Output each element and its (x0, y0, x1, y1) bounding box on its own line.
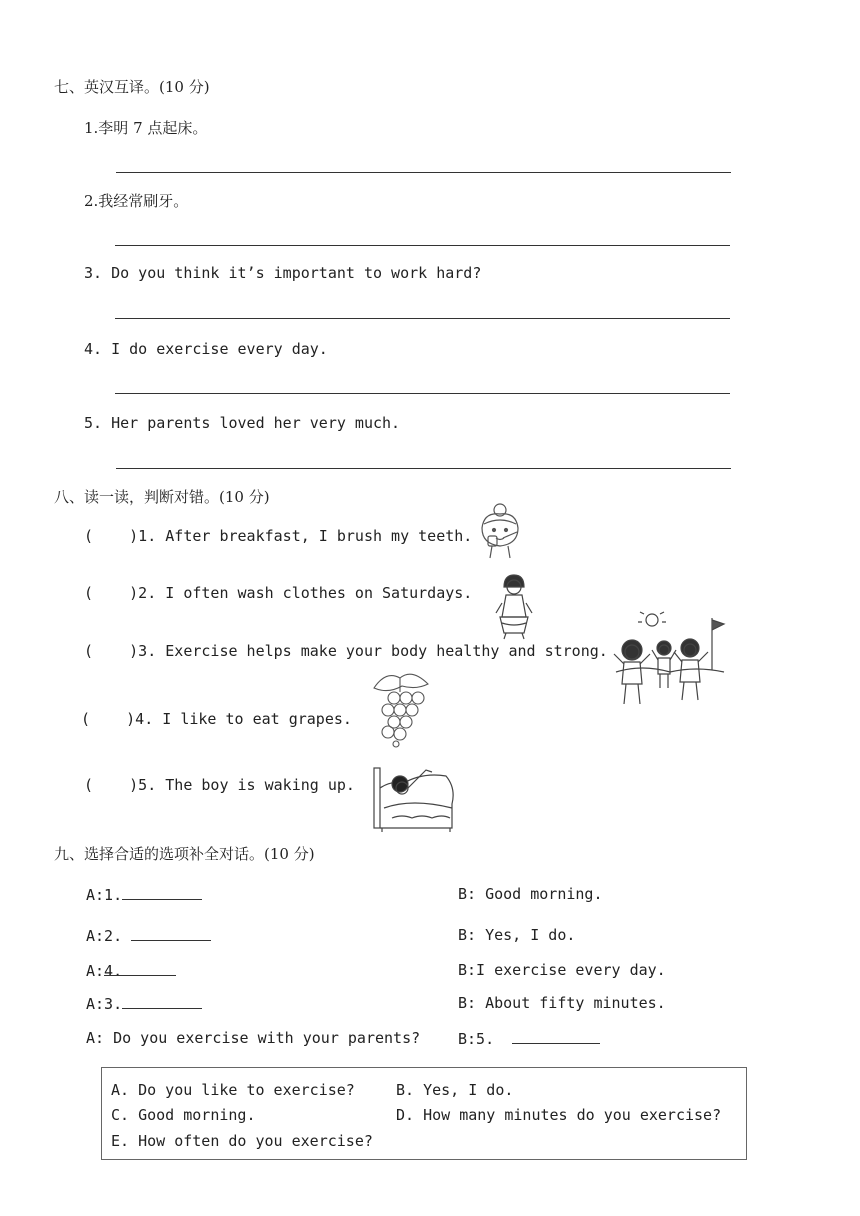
judge-item-5: ( )5. The boy is waking up. (84, 776, 355, 794)
answer-line-5[interactable] (116, 468, 731, 469)
dialogue-a-2-label: A:2. (86, 927, 123, 945)
dialogue-a-3 (86, 961, 176, 980)
judge-item-2: ( )2. I often wash clothes on Saturdays. (84, 584, 473, 602)
dialogue-b-3: B:I exercise every day. (458, 961, 666, 979)
answer-line-4[interactable] (115, 393, 730, 394)
answer-line-2[interactable] (115, 245, 730, 246)
dialogue-a-1 (86, 885, 202, 904)
dialogue-a-4 (86, 994, 202, 1013)
dialogue-a-3-label: A:4. (86, 962, 123, 980)
translation-item-3: 3. Do you think it’s important to work hard? (84, 264, 482, 282)
dialogue-b-4: B: About fifty minutes. (458, 994, 666, 1012)
section-8-heading: 八、读一读，判断对错。(10 分) (54, 488, 270, 506)
answer-line-1[interactable] (116, 172, 731, 173)
answer-line-3[interactable] (115, 318, 730, 319)
dialogue-b-5 (458, 1029, 600, 1048)
kids-exercising-picture (612, 610, 728, 710)
girl-brushing-teeth-picture (470, 500, 528, 560)
dialogue-b-1: B: Good morning. (458, 885, 603, 903)
dialogue-a-2 (86, 926, 211, 945)
judge-item-4: ( )4. I like to eat grapes. (81, 710, 352, 728)
dialogue-b-5-label: B:5. (458, 1030, 495, 1048)
option-e: E. How often do you exercise? (111, 1132, 373, 1150)
blank-5[interactable] (512, 1029, 600, 1044)
judge-item-1: ( )1. After breakfast, I brush my teeth. (84, 527, 473, 545)
translation-item-4: 4. I do exercise every day. (84, 340, 328, 358)
option-c: C. Good morning. (111, 1106, 256, 1124)
boy-waking-up-picture (372, 758, 458, 834)
option-b: B. Yes, I do. (396, 1081, 514, 1099)
blank-4[interactable] (122, 994, 202, 1009)
section-7-heading: 七、英汉互译。(10 分) (54, 78, 210, 96)
option-a: A. Do you like to exercise? (111, 1081, 355, 1099)
dialogue-b-2: B: Yes, I do. (458, 926, 576, 944)
translation-item-2: 2.我经常刷牙。 (84, 192, 189, 210)
grapes-picture (366, 668, 436, 748)
dialogue-a-4-label: A:3. (86, 995, 123, 1013)
section-9-heading: 九、选择合适的选项补全对话。(10 分) (54, 845, 315, 863)
option-d: D. How many minutes do you exercise? (396, 1106, 722, 1124)
blank-1[interactable] (122, 885, 202, 900)
girl-washing-clothes-picture (492, 573, 536, 641)
dialogue-a-1-label: A:1. (86, 886, 123, 904)
judge-item-3: ( )3. Exercise helps make your body healthy and strong. (84, 642, 608, 660)
translation-item-5: 5. Her parents loved her very much. (84, 414, 401, 432)
blank-3[interactable] (104, 961, 176, 976)
blank-2[interactable] (131, 926, 211, 941)
dialogue-a-5: A: Do you exercise with your parents? (86, 1029, 421, 1047)
translation-item-1: 1.李明 7 点起床。 (84, 119, 208, 137)
